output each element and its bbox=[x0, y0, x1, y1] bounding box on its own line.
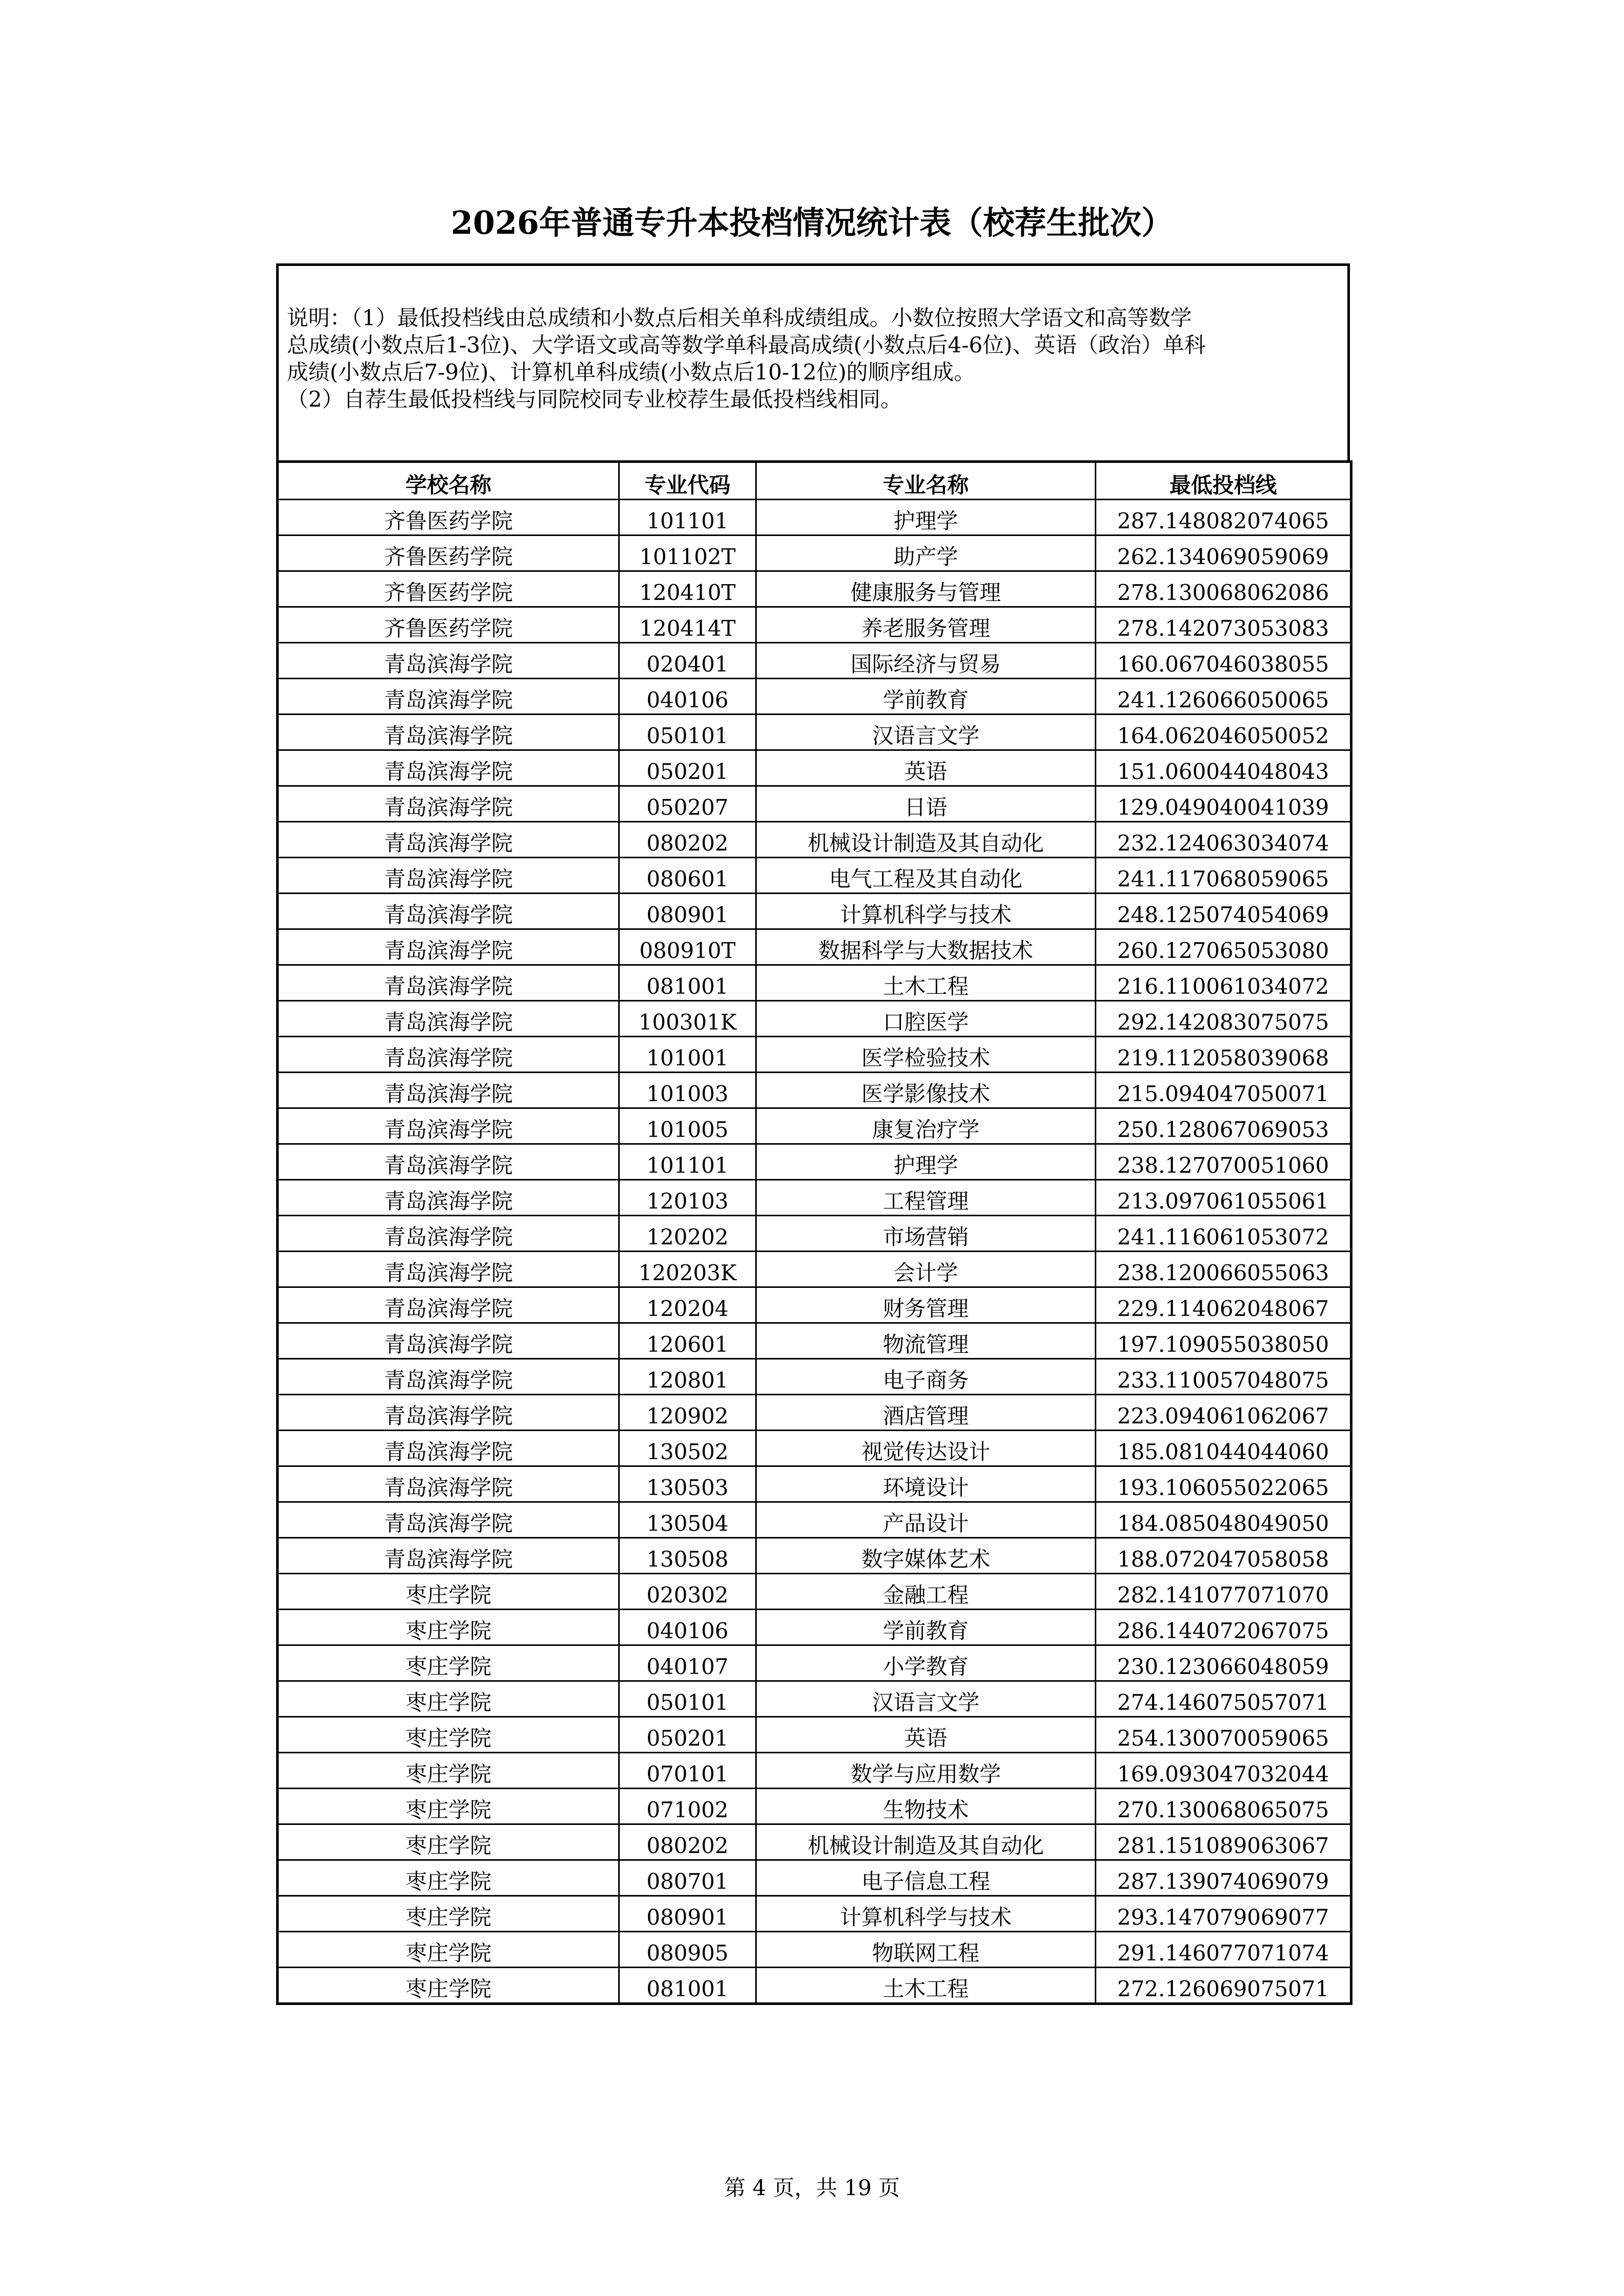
cell-min-score: 260.127065053080 bbox=[1096, 929, 1351, 965]
cell-major-code: 120414T bbox=[619, 607, 756, 643]
cell-min-score: 151.060044048043 bbox=[1096, 750, 1351, 786]
cell-school-name: 青岛滨海学院 bbox=[278, 1252, 619, 1287]
cell-major-name: 机械设计制造及其自动化 bbox=[756, 822, 1096, 858]
cell-school-name: 青岛滨海学院 bbox=[278, 1216, 619, 1252]
cell-school-name: 枣庄学院 bbox=[278, 1717, 619, 1753]
cell-min-score: 250.128067069053 bbox=[1096, 1108, 1351, 1144]
cell-school-name: 枣庄学院 bbox=[278, 1610, 619, 1645]
header-major-name: 专业名称 bbox=[756, 462, 1096, 500]
cell-major-name: 物流管理 bbox=[756, 1323, 1096, 1359]
cell-major-name: 护理学 bbox=[756, 1144, 1096, 1180]
explanation-note bbox=[276, 263, 1350, 460]
cell-min-score: 281.151089063067 bbox=[1096, 1824, 1351, 1860]
cell-major-code: 101003 bbox=[619, 1073, 756, 1108]
cell-major-name: 医学影像技术 bbox=[756, 1073, 1096, 1108]
cell-min-score: 233.110057048075 bbox=[1096, 1359, 1351, 1395]
cell-major-name: 物联网工程 bbox=[756, 1932, 1096, 1968]
cell-major-code: 080910T bbox=[619, 929, 756, 965]
cell-school-name: 青岛滨海学院 bbox=[278, 786, 619, 822]
cell-major-name: 助产学 bbox=[756, 536, 1096, 571]
cell-min-score: 232.124063034074 bbox=[1096, 822, 1351, 858]
cell-major-code: 120601 bbox=[619, 1323, 756, 1359]
cell-min-score: 278.142073053083 bbox=[1096, 607, 1351, 643]
cell-major-code: 081001 bbox=[619, 1968, 756, 2004]
cell-major-code: 040107 bbox=[619, 1645, 756, 1681]
cell-min-score: 238.127070051060 bbox=[1096, 1144, 1351, 1180]
table-row bbox=[278, 1037, 1351, 1073]
cell-min-score: 293.147079069077 bbox=[1096, 1896, 1351, 1932]
cell-school-name: 枣庄学院 bbox=[278, 1789, 619, 1824]
cell-school-name: 青岛滨海学院 bbox=[278, 1073, 619, 1108]
cell-major-name: 金融工程 bbox=[756, 1574, 1096, 1610]
cell-min-score: 241.126066050065 bbox=[1096, 679, 1351, 715]
cell-school-name: 枣庄学院 bbox=[278, 1574, 619, 1610]
cell-major-name: 生物技术 bbox=[756, 1789, 1096, 1824]
table-row bbox=[278, 1108, 1351, 1144]
cell-major-name: 数学与应用数学 bbox=[756, 1753, 1096, 1789]
cell-major-code: 050101 bbox=[619, 1681, 756, 1717]
table-row bbox=[278, 786, 1351, 822]
cell-major-code: 050201 bbox=[619, 1717, 756, 1753]
cell-major-name: 学前教育 bbox=[756, 1610, 1096, 1645]
cell-major-name: 机械设计制造及其自动化 bbox=[756, 1824, 1096, 1860]
cell-min-score: 262.134069059069 bbox=[1096, 536, 1351, 571]
cell-major-name: 学前教育 bbox=[756, 679, 1096, 715]
cell-school-name: 青岛滨海学院 bbox=[278, 750, 619, 786]
cell-min-score: 238.120066055063 bbox=[1096, 1252, 1351, 1287]
cell-min-score: 188.072047058058 bbox=[1096, 1538, 1351, 1574]
cell-major-name: 汉语言文学 bbox=[756, 1681, 1096, 1717]
cell-school-name: 青岛滨海学院 bbox=[278, 715, 619, 750]
cell-major-code: 101101 bbox=[619, 500, 756, 536]
cell-school-name: 青岛滨海学院 bbox=[278, 1144, 619, 1180]
cell-min-score: 197.109055038050 bbox=[1096, 1323, 1351, 1359]
cell-major-code: 120204 bbox=[619, 1287, 756, 1323]
cell-major-code: 020302 bbox=[619, 1574, 756, 1610]
cell-major-name: 医学检验技术 bbox=[756, 1037, 1096, 1073]
table-row bbox=[278, 1431, 1351, 1466]
table-row bbox=[278, 1180, 1351, 1216]
table-row bbox=[278, 1610, 1351, 1645]
cell-major-name: 电子商务 bbox=[756, 1359, 1096, 1395]
table-row bbox=[278, 1359, 1351, 1395]
page-title: 2026年普通专升本投档情况统计表（校荐生批次） bbox=[450, 204, 1174, 241]
cell-major-code: 040106 bbox=[619, 1610, 756, 1645]
cell-major-name: 视觉传达设计 bbox=[756, 1431, 1096, 1466]
table-row bbox=[278, 1538, 1351, 1574]
table-row bbox=[278, 1073, 1351, 1108]
cell-major-name: 健康服务与管理 bbox=[756, 571, 1096, 607]
table-row bbox=[278, 1753, 1351, 1789]
cell-major-name: 日语 bbox=[756, 786, 1096, 822]
table-row bbox=[278, 1932, 1351, 1968]
table-row bbox=[278, 1252, 1351, 1287]
table-row bbox=[278, 1216, 1351, 1252]
cell-school-name: 青岛滨海学院 bbox=[278, 1538, 619, 1574]
cell-major-code: 130508 bbox=[619, 1538, 756, 1574]
table-row bbox=[278, 1502, 1351, 1538]
cell-major-code: 050207 bbox=[619, 786, 756, 822]
cell-school-name: 青岛滨海学院 bbox=[278, 679, 619, 715]
cell-school-name: 青岛滨海学院 bbox=[278, 929, 619, 965]
table-row bbox=[278, 1968, 1351, 2004]
cell-min-score: 287.148082074065 bbox=[1096, 500, 1351, 536]
cell-major-name: 市场营销 bbox=[756, 1216, 1096, 1252]
table-row bbox=[278, 1574, 1351, 1610]
cell-min-score: 287.139074069079 bbox=[1096, 1860, 1351, 1896]
table-row bbox=[278, 1395, 1351, 1431]
cell-major-name: 会计学 bbox=[756, 1252, 1096, 1287]
cell-school-name: 青岛滨海学院 bbox=[278, 1502, 619, 1538]
cell-school-name: 青岛滨海学院 bbox=[278, 1108, 619, 1144]
cell-school-name: 枣庄学院 bbox=[278, 1896, 619, 1932]
table-row bbox=[278, 750, 1351, 786]
cell-min-score: 282.141077071070 bbox=[1096, 1574, 1351, 1610]
cell-major-code: 080601 bbox=[619, 858, 756, 894]
cell-min-score: 291.146077071074 bbox=[1096, 1932, 1351, 1968]
page-footer: 第 4 页，共 19 页 bbox=[724, 2175, 900, 2200]
table-row bbox=[278, 1645, 1351, 1681]
table-row bbox=[278, 571, 1351, 607]
note-line-1: 说明：（1）最低投档线由总成绩和小数点后相关单科成绩组成。小数位按照大学语文和高等数学 bbox=[287, 305, 1192, 330]
cell-min-score: 292.142083075075 bbox=[1096, 1001, 1351, 1037]
cell-major-name: 土木工程 bbox=[756, 965, 1096, 1001]
cell-min-score: 216.110061034072 bbox=[1096, 965, 1351, 1001]
cell-min-score: 272.126069075071 bbox=[1096, 1968, 1351, 2004]
table-header-row bbox=[278, 462, 1351, 500]
cell-major-code: 120801 bbox=[619, 1359, 756, 1395]
cell-major-name: 土木工程 bbox=[756, 1968, 1096, 2004]
cell-major-code: 081001 bbox=[619, 965, 756, 1001]
header-school-name: 学校名称 bbox=[278, 462, 619, 500]
cell-major-code: 130503 bbox=[619, 1466, 756, 1502]
cell-major-code: 071002 bbox=[619, 1789, 756, 1824]
cell-min-score: 164.062046050052 bbox=[1096, 715, 1351, 750]
cell-major-code: 080202 bbox=[619, 1824, 756, 1860]
cell-major-name: 电子信息工程 bbox=[756, 1860, 1096, 1896]
cell-major-code: 070101 bbox=[619, 1753, 756, 1789]
table-row bbox=[278, 822, 1351, 858]
table-row bbox=[278, 643, 1351, 679]
cell-major-code: 100301K bbox=[619, 1001, 756, 1037]
cell-min-score: 241.117068059065 bbox=[1096, 858, 1351, 894]
cell-school-name: 枣庄学院 bbox=[278, 1824, 619, 1860]
cell-major-code: 101005 bbox=[619, 1108, 756, 1144]
cell-min-score: 223.094061062067 bbox=[1096, 1395, 1351, 1431]
cell-major-code: 101102T bbox=[619, 536, 756, 571]
cell-school-name: 青岛滨海学院 bbox=[278, 894, 619, 929]
cell-min-score: 219.112058039068 bbox=[1096, 1037, 1351, 1073]
table-row bbox=[278, 500, 1351, 536]
cell-min-score: 229.114062048067 bbox=[1096, 1287, 1351, 1323]
table-row bbox=[278, 965, 1351, 1001]
cell-major-code: 050101 bbox=[619, 715, 756, 750]
table-row bbox=[278, 1860, 1351, 1896]
cell-major-name: 数字媒体艺术 bbox=[756, 1538, 1096, 1574]
cell-major-code: 120203K bbox=[619, 1252, 756, 1287]
cell-min-score: 169.093047032044 bbox=[1096, 1753, 1351, 1789]
table-row bbox=[278, 894, 1351, 929]
cell-school-name: 枣庄学院 bbox=[278, 1681, 619, 1717]
header-major-code: 专业代码 bbox=[619, 462, 756, 500]
cell-major-code: 120103 bbox=[619, 1180, 756, 1216]
cell-major-name: 小学教育 bbox=[756, 1645, 1096, 1681]
table-row bbox=[278, 607, 1351, 643]
cell-major-name: 计算机科学与技术 bbox=[756, 1896, 1096, 1932]
cell-major-code: 040106 bbox=[619, 679, 756, 715]
cell-major-code: 080701 bbox=[619, 1860, 756, 1896]
table-row bbox=[278, 858, 1351, 894]
cell-school-name: 青岛滨海学院 bbox=[278, 965, 619, 1001]
table-row bbox=[278, 1789, 1351, 1824]
cell-school-name: 青岛滨海学院 bbox=[278, 1180, 619, 1216]
table-row bbox=[278, 1001, 1351, 1037]
cell-major-code: 050201 bbox=[619, 750, 756, 786]
cell-school-name: 青岛滨海学院 bbox=[278, 1037, 619, 1073]
cell-school-name: 齐鲁医药学院 bbox=[278, 500, 619, 536]
cell-major-name: 电气工程及其自动化 bbox=[756, 858, 1096, 894]
table-row bbox=[278, 1466, 1351, 1502]
cell-min-score: 254.130070059065 bbox=[1096, 1717, 1351, 1753]
cell-major-code: 120902 bbox=[619, 1395, 756, 1431]
cell-major-code: 080901 bbox=[619, 1896, 756, 1932]
cell-major-code: 130502 bbox=[619, 1431, 756, 1466]
cell-major-name: 英语 bbox=[756, 750, 1096, 786]
cell-major-name: 产品设计 bbox=[756, 1502, 1096, 1538]
cell-school-name: 青岛滨海学院 bbox=[278, 858, 619, 894]
cell-min-score: 248.125074054069 bbox=[1096, 894, 1351, 929]
cell-school-name: 枣庄学院 bbox=[278, 1753, 619, 1789]
note-line-2: 总成绩(小数点后1-3位)、大学语文或高等数学单科最高成绩(小数点后4-6位)、英语（政治）单科 bbox=[287, 332, 1206, 358]
cell-school-name: 青岛滨海学院 bbox=[278, 643, 619, 679]
note-line-4: （2）自荐生最低投档线与同院校同专业校荐生最低投档线相同。 bbox=[287, 387, 902, 412]
table-row bbox=[278, 1681, 1351, 1717]
table-row bbox=[278, 1323, 1351, 1359]
cell-min-score: 160.067046038055 bbox=[1096, 643, 1351, 679]
table-row bbox=[278, 715, 1351, 750]
table-row bbox=[278, 1717, 1351, 1753]
cell-major-name: 数据科学与大数据技术 bbox=[756, 929, 1096, 965]
cell-major-name: 护理学 bbox=[756, 500, 1096, 536]
cell-school-name: 齐鲁医药学院 bbox=[278, 571, 619, 607]
cell-school-name: 枣庄学院 bbox=[278, 1645, 619, 1681]
cell-major-name: 工程管理 bbox=[756, 1180, 1096, 1216]
cell-major-name: 财务管理 bbox=[756, 1287, 1096, 1323]
cell-min-score: 230.123066048059 bbox=[1096, 1645, 1351, 1681]
cell-major-code: 120410T bbox=[619, 571, 756, 607]
cell-major-name: 养老服务管理 bbox=[756, 607, 1096, 643]
cell-major-code: 101001 bbox=[619, 1037, 756, 1073]
cell-major-name: 国际经济与贸易 bbox=[756, 643, 1096, 679]
cell-major-code: 101101 bbox=[619, 1144, 756, 1180]
table-row bbox=[278, 1144, 1351, 1180]
cell-school-name: 青岛滨海学院 bbox=[278, 1466, 619, 1502]
table-row bbox=[278, 679, 1351, 715]
cell-min-score: 270.130068065075 bbox=[1096, 1789, 1351, 1824]
table-row bbox=[278, 1287, 1351, 1323]
cell-min-score: 213.097061055061 bbox=[1096, 1180, 1351, 1216]
cell-school-name: 青岛滨海学院 bbox=[278, 1323, 619, 1359]
cell-school-name: 青岛滨海学院 bbox=[278, 822, 619, 858]
table-row bbox=[278, 1824, 1351, 1860]
cell-major-name: 环境设计 bbox=[756, 1466, 1096, 1502]
cell-major-code: 080901 bbox=[619, 894, 756, 929]
cell-major-code: 120202 bbox=[619, 1216, 756, 1252]
cell-major-name: 汉语言文学 bbox=[756, 715, 1096, 750]
cell-school-name: 青岛滨海学院 bbox=[278, 1001, 619, 1037]
cell-school-name: 青岛滨海学院 bbox=[278, 1287, 619, 1323]
cell-min-score: 184.085048049050 bbox=[1096, 1502, 1351, 1538]
cell-min-score: 129.049040041039 bbox=[1096, 786, 1351, 822]
header-min-score: 最低投档线 bbox=[1096, 462, 1351, 500]
cell-major-code: 020401 bbox=[619, 643, 756, 679]
cell-school-name: 青岛滨海学院 bbox=[278, 1359, 619, 1395]
cell-major-code: 080202 bbox=[619, 822, 756, 858]
table-body bbox=[278, 500, 1351, 2004]
cell-school-name: 青岛滨海学院 bbox=[278, 1431, 619, 1466]
cell-min-score: 215.094047050071 bbox=[1096, 1073, 1351, 1108]
cell-min-score: 185.081044044060 bbox=[1096, 1431, 1351, 1466]
cell-min-score: 278.130068062086 bbox=[1096, 571, 1351, 607]
cell-major-name: 口腔医学 bbox=[756, 1001, 1096, 1037]
cell-school-name: 枣庄学院 bbox=[278, 1860, 619, 1896]
cell-major-name: 酒店管理 bbox=[756, 1395, 1096, 1431]
cell-min-score: 274.146075057071 bbox=[1096, 1681, 1351, 1717]
table-row bbox=[278, 536, 1351, 571]
cell-school-name: 齐鲁医药学院 bbox=[278, 536, 619, 571]
cell-min-score: 241.116061053072 bbox=[1096, 1216, 1351, 1252]
cell-school-name: 齐鲁医药学院 bbox=[278, 607, 619, 643]
cell-major-code: 130504 bbox=[619, 1502, 756, 1538]
cell-major-code: 080905 bbox=[619, 1932, 756, 1968]
cell-min-score: 193.106055022065 bbox=[1096, 1466, 1351, 1502]
cell-major-name: 计算机科学与技术 bbox=[756, 894, 1096, 929]
admission-score-table bbox=[276, 460, 1352, 2005]
cell-min-score: 286.144072067075 bbox=[1096, 1610, 1351, 1645]
note-line-3: 成绩(小数点后7-9位)、计算机单科成绩(小数点后10-12位)的顺序组成。 bbox=[287, 360, 976, 385]
cell-school-name: 青岛滨海学院 bbox=[278, 1395, 619, 1431]
cell-school-name: 枣庄学院 bbox=[278, 1932, 619, 1968]
cell-school-name: 枣庄学院 bbox=[278, 1968, 619, 2004]
cell-major-name: 英语 bbox=[756, 1717, 1096, 1753]
table-row bbox=[278, 929, 1351, 965]
table-row bbox=[278, 1896, 1351, 1932]
cell-major-name: 康复治疗学 bbox=[756, 1108, 1096, 1144]
